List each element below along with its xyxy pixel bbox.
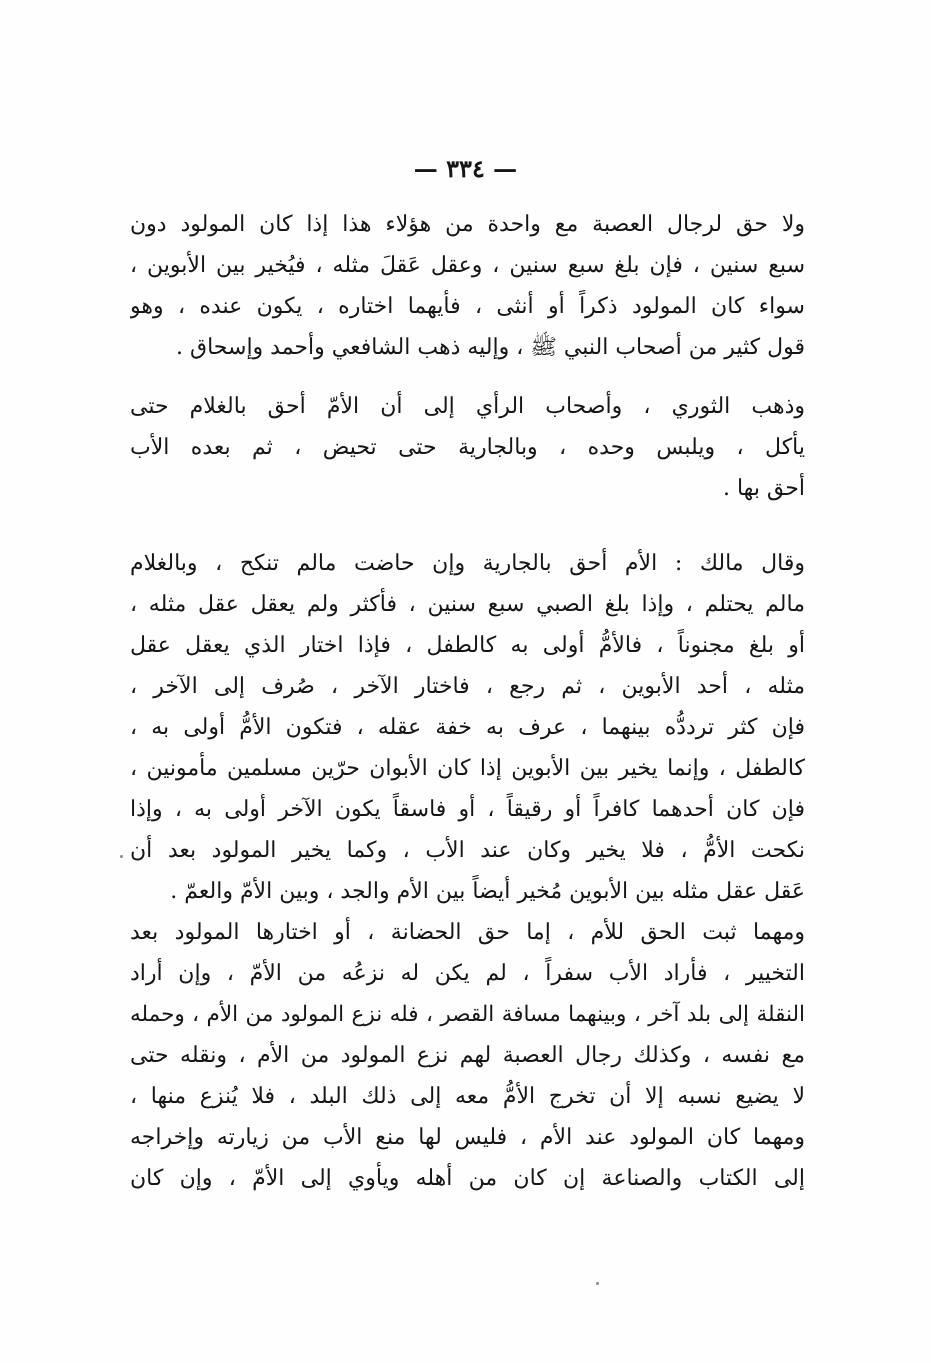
text-line: قول كثير من أصحاب النبي ﷺ ، وإليه ذهب الشافعي وأحمد وإسحاق .	[176, 335, 805, 360]
paragraph-3	[130, 543, 805, 912]
text-line: ومهما ثبت الحق للأم ، إما حق الحضانة ، أو اختارها المولود بعد	[130, 920, 805, 945]
text-line: النقلة إلى بلد آخر ، وبينهما مسافة القصر ، فله نزع المولود من الأم ، وحمله	[130, 1002, 805, 1027]
scan-speck	[120, 855, 123, 858]
text-line: إلى الكتاب والصناعة إن كان من أهله ويأوي إلى الأمّ ، وإن كان	[130, 1166, 805, 1191]
paragraph-1	[130, 204, 805, 368]
text-line: فإن كثر ترددُّه بينهما ، عرف به خفة عقله ، فتكون الأمُّ أولى به ،	[130, 715, 805, 740]
paragraph-2	[130, 386, 805, 509]
text-line: مع نفسه ، وكذلك رجال العصبة لهم نزع المولود من الأم ، ونقله حتى	[130, 1043, 805, 1068]
text-line: ومهما كان المولود عند الأم ، فليس لها منع الأب من زيارته وإخراجه	[130, 1125, 805, 1150]
page-number: — ٣٣٤ —	[413, 154, 518, 183]
text-line: سبع سنين ، فإن بلغ سبع سنين ، وعقل عَقلَ مثله ، فيُخير بين الأبوين ،	[130, 253, 805, 278]
text-line: وذهب الثوري ، وأصحاب الرأي إلى أن الأمّ أحق بالغلام حتى	[130, 394, 805, 419]
body-text	[130, 204, 805, 1199]
scan-speck	[596, 1282, 599, 1285]
text-line: عَقل عقل مثله بين الأبوين مُخير أيضاً بين الأم والجد ، وبين الأمّ والعمّ .	[170, 879, 805, 904]
text-line: أحق بها .	[722, 476, 805, 501]
paragraph-gap	[130, 368, 805, 386]
paragraph-4	[130, 912, 805, 1199]
text-line: وقال مالك : الأم أحق بالجارية وإن حاضت مالم تنكح ، وبالغلام	[130, 551, 805, 576]
text-line: فإن كان أحدهما كافراً أو رقيقاً ، أو فاسقاً يكون الآخر أولى به ، وإذا	[130, 797, 805, 822]
text-line: يأكل ، ويلبس وحده ، وبالجارية حتى تحيض ، ثم بعده الأب	[130, 435, 805, 460]
paragraph-gap	[130, 509, 805, 543]
text-line: أو بلغ مجنوناً ، فالأمُّ أولى به كالطفل ، فإذا اختار الذي يعقل عقل	[130, 633, 805, 658]
text-line: ولا حق لرجال العصبة مع واحدة من هؤلاء هذا إذا كان المولود دون	[130, 212, 805, 237]
text-line: مالم يحتلم ، وإذا بلغ الصبي سبع سنين ، فأكثر ولم يعقل عقل مثله ،	[130, 592, 805, 617]
text-line: لا يضيع نسبه إلا أن تخرج الأمُّ معه إلى ذلك البلد ، فلا يُنزع منها ،	[130, 1084, 805, 1109]
text-line: كالطفل ، وإنما يخير بين الأبوين إذا كان الأبوان حرّين مسلمين مأمونين ،	[130, 756, 805, 781]
text-line: سواء كان المولود ذكراً أو أنثى ، فأيهما اختاره ، يكون عنده ، وهو	[130, 294, 805, 319]
text-line: مثله ، أحد الأبوين ، ثم رجع ، فاختار الآخر ، صُرف إلى الآخر ،	[130, 674, 805, 699]
text-line: نكحت الأمُّ ، فلا يخير وكان عند الأب ، وكما يخير المولود بعد أن	[130, 838, 805, 863]
text-line: التخيير ، فأراد الأب سفراً ، لم يكن له نزعُه من الأمّ ، وإن أراد	[130, 961, 805, 986]
